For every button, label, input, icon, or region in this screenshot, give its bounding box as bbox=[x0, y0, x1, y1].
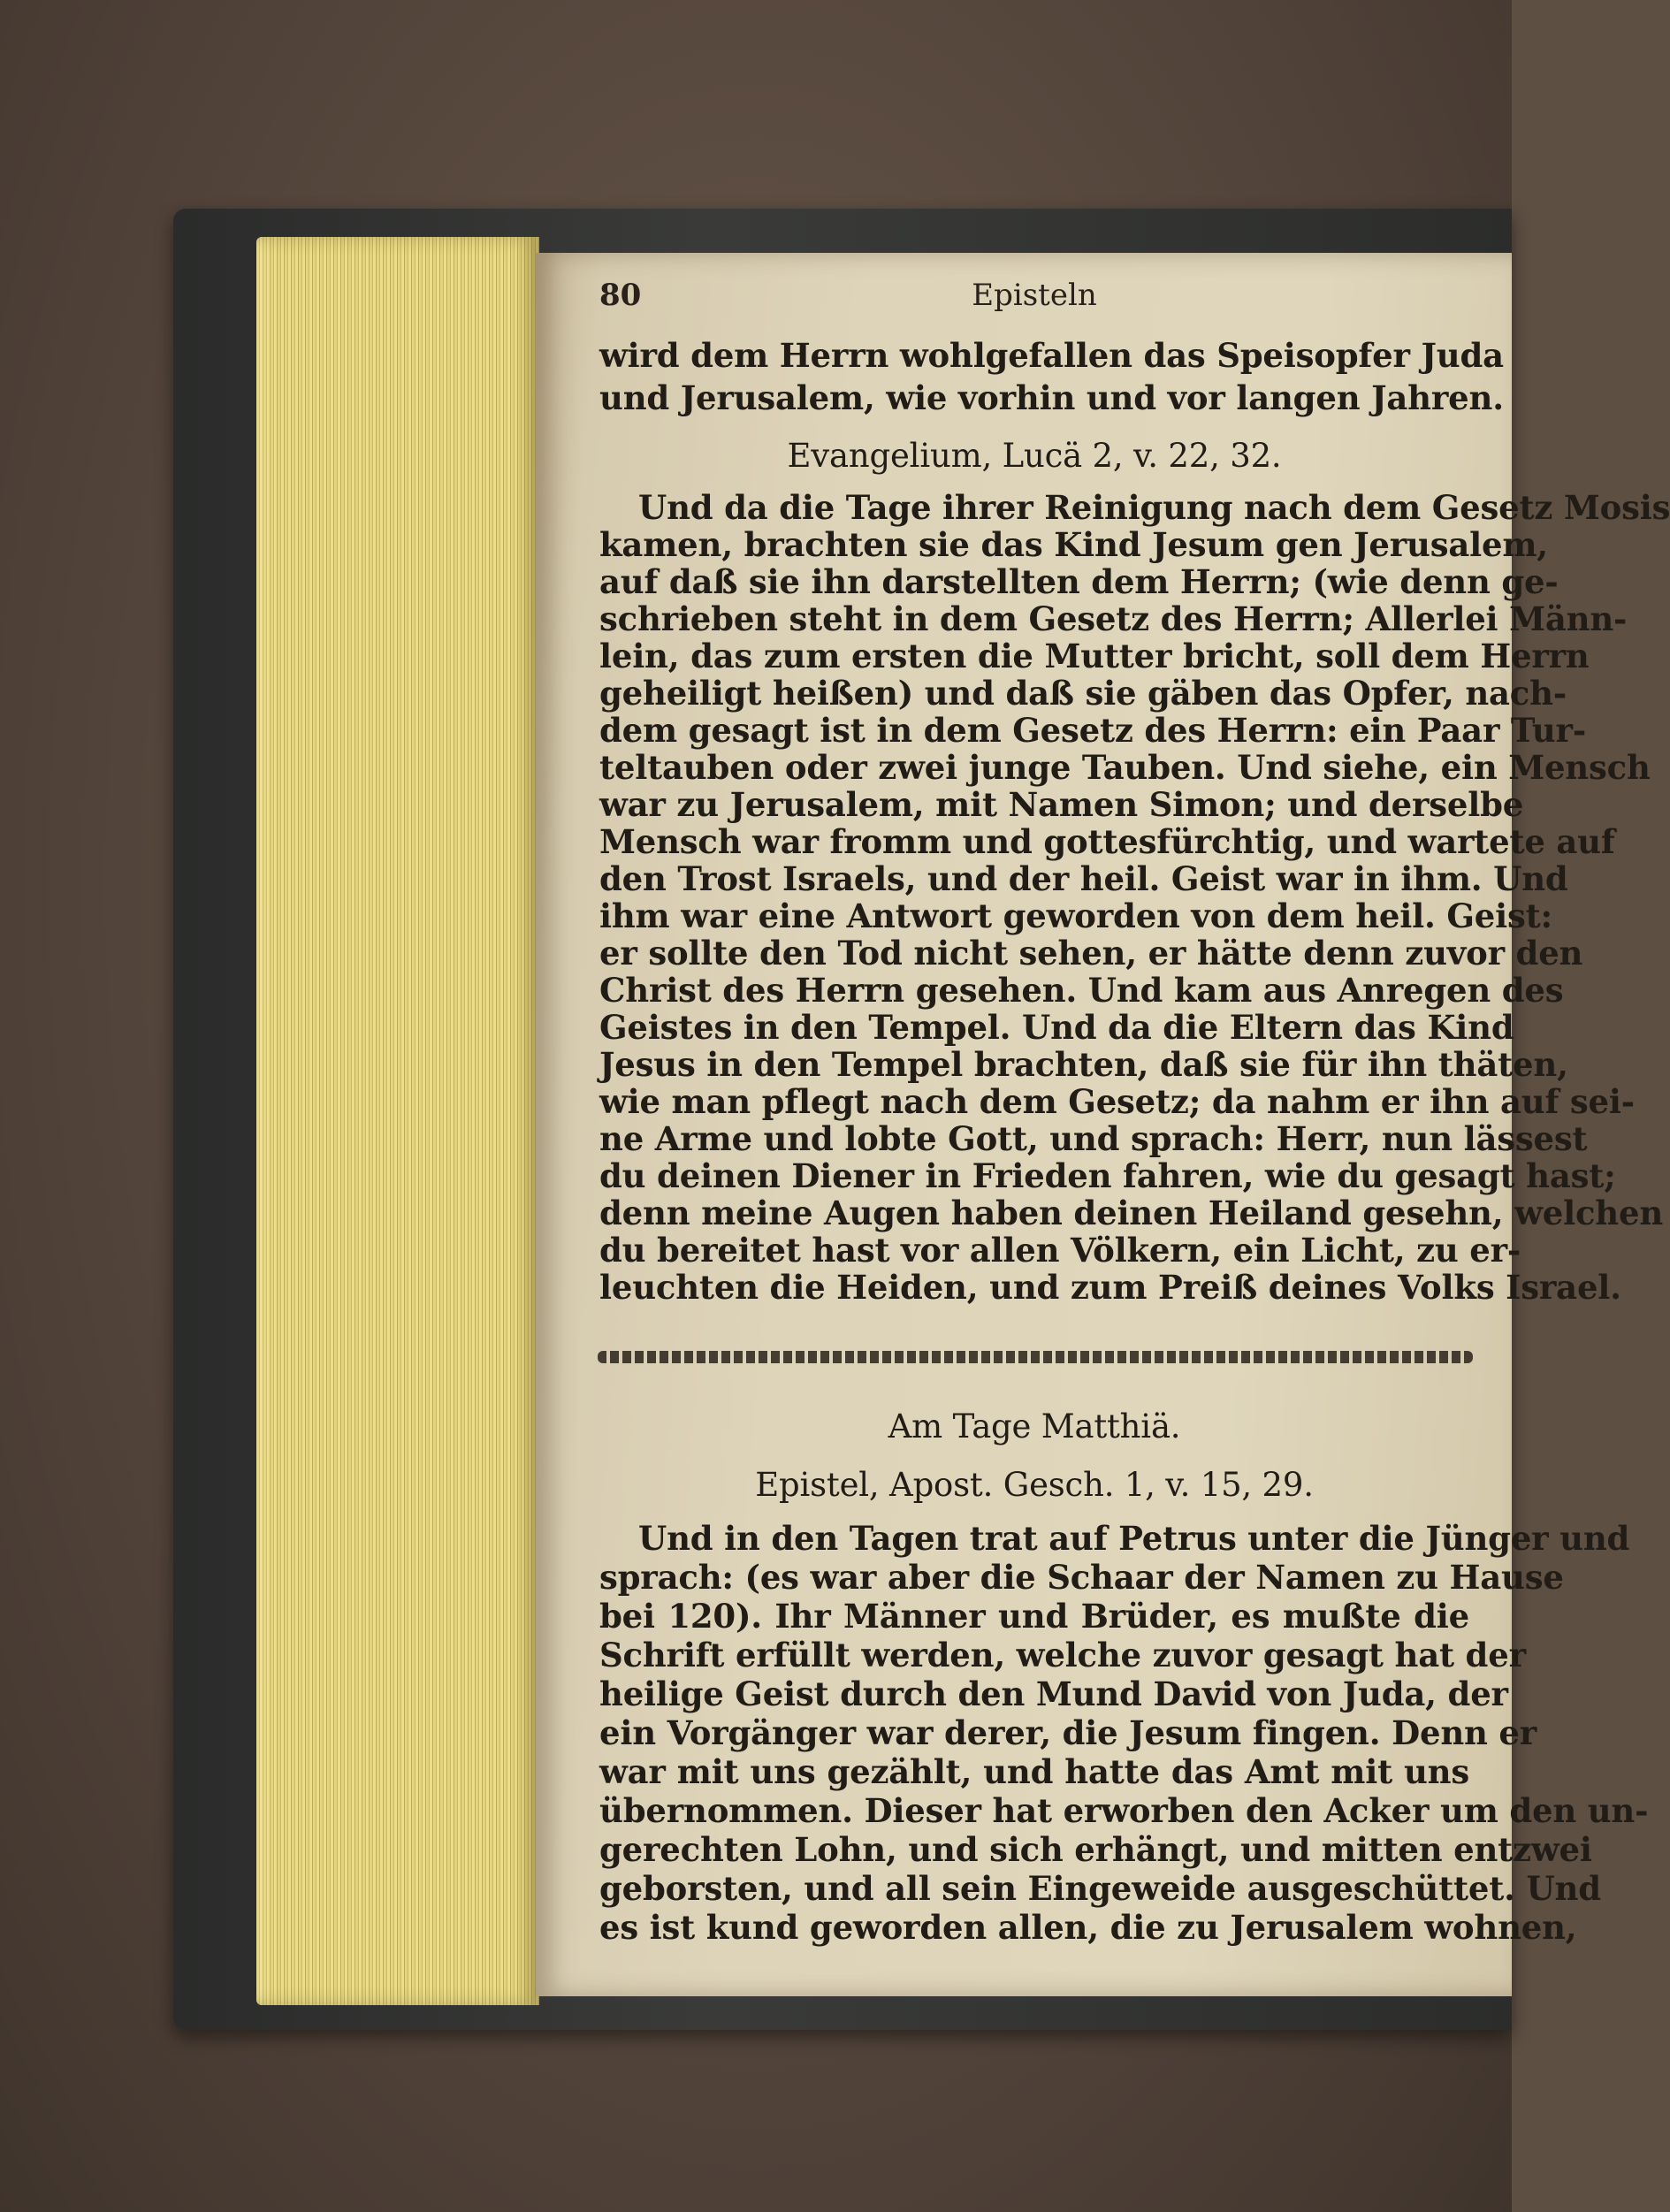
text-line: geborsten, und all sein Eingeweide ausgeschüttet. Und bbox=[599, 1869, 1601, 1908]
ornamental-divider bbox=[598, 1351, 1473, 1363]
text-line: geheiligt heißen) und daß sie gäben das Opfer, nach- bbox=[599, 674, 1567, 713]
text-line: du deinen Diener in Frieden fahren, wie du gesagt hast; bbox=[599, 1156, 1616, 1195]
page-block-edge bbox=[256, 237, 539, 2005]
text-line: war mit uns gezählt, und hatte das Amt mit uns bbox=[599, 1752, 1469, 1791]
page-header bbox=[599, 278, 1469, 320]
text-line: Schrift erfüllt werden, welche zuvor gesagt hat der bbox=[599, 1636, 1526, 1674]
printed-page bbox=[536, 253, 1670, 1996]
text-line: du bereitet hast vor allen Völkern, ein Licht, zu er- bbox=[599, 1231, 1521, 1270]
text-line: ihm war eine Antwort geworden von dem heil. Geist: bbox=[599, 896, 1552, 935]
text-line: bei 120). Ihr Männer und Brüder, es mußte die bbox=[599, 1597, 1469, 1636]
text-line: es ist kund geworden allen, die zu Jerusalem wohnen, bbox=[599, 1908, 1577, 1947]
text-line: kamen, brachten sie das Kind Jesum gen Jerusalem, bbox=[599, 525, 1548, 564]
text-line: ein Vorgänger war derer, die Jesum fingen. Denn er bbox=[599, 1713, 1537, 1752]
text-line: gerechten Lohn, und sich erhängt, und mitten entzwei bbox=[599, 1830, 1592, 1869]
text-line: ne Arme und lobte Gott, und sprach: Herr, nun lässest bbox=[599, 1119, 1588, 1158]
text-line: Christ des Herrn gesehen. Und kam aus Anregen des bbox=[599, 971, 1564, 1010]
text-line: und Jerusalem, wie vorhin und vor langen Jahren. bbox=[599, 378, 1504, 417]
text-line: wird dem Herrn wohlgefallen das Speisopfer Juda bbox=[599, 336, 1504, 375]
text-line: Mensch war fromm und gottesfürchtig, und wartete auf bbox=[599, 822, 1615, 861]
section-heading: Epistel, Apost. Gesch. 1, v. 15, 29. bbox=[755, 1466, 1314, 1504]
text-line: Und da die Tage ihrer Reinigung nach dem Gesetz Mosis bbox=[638, 488, 1670, 527]
text-line: Jesus in den Tempel brachten, daß sie für ihn thäten, bbox=[599, 1045, 1568, 1084]
running-head: Episteln bbox=[972, 278, 1097, 313]
text-line: leuchten die Heiden, und zum Preiß deines Volks Israel. bbox=[599, 1268, 1621, 1307]
text-line: war zu Jerusalem, mit Namen Simon; und derselbe bbox=[599, 785, 1524, 824]
text-line: teltauben oder zwei junge Tauben. Und siehe, ein Mensch bbox=[599, 748, 1651, 787]
text-line: heilige Geist durch den Mund David von Juda, der bbox=[599, 1674, 1508, 1713]
page-number: 80 bbox=[599, 278, 642, 313]
text-line: sprach: (es war aber die Schaar der Namen zu Hause bbox=[599, 1558, 1564, 1597]
section-heading: Evangelium, Lucä 2, v. 22, 32. bbox=[787, 437, 1282, 475]
text-line: dem gesagt ist in dem Gesetz des Herrn: ein Paar Tur- bbox=[599, 711, 1587, 750]
text-line: lein, das zum ersten die Mutter bricht, soll dem Herrn bbox=[599, 637, 1590, 675]
text-line: denn meine Augen haben deinen Heiland gesehn, welchen bbox=[599, 1194, 1664, 1232]
section-title: Am Tage Matthiä. bbox=[888, 1407, 1181, 1445]
text-line: Geistes in den Tempel. Und da die Eltern das Kind bbox=[599, 1008, 1514, 1047]
text-line: schrieben steht in dem Gesetz des Herrn; Allerlei Männ- bbox=[599, 599, 1628, 638]
text-line: übernommen. Dieser hat erworben den Acker um den un- bbox=[599, 1791, 1649, 1830]
text-line: Und in den Tagen trat auf Petrus unter die Jünger und bbox=[638, 1519, 1630, 1558]
text-line: er sollte den Tod nicht sehen, er hätte denn zuvor den bbox=[599, 934, 1583, 973]
text-line: wie man pflegt nach dem Gesetz; da nahm er ihn auf sei- bbox=[599, 1082, 1635, 1121]
text-line: auf daß sie ihn darstellten dem Herrn; (wie denn ge- bbox=[599, 562, 1559, 601]
text-line: den Trost Israels, und der heil. Geist war in ihm. Und bbox=[599, 859, 1568, 898]
